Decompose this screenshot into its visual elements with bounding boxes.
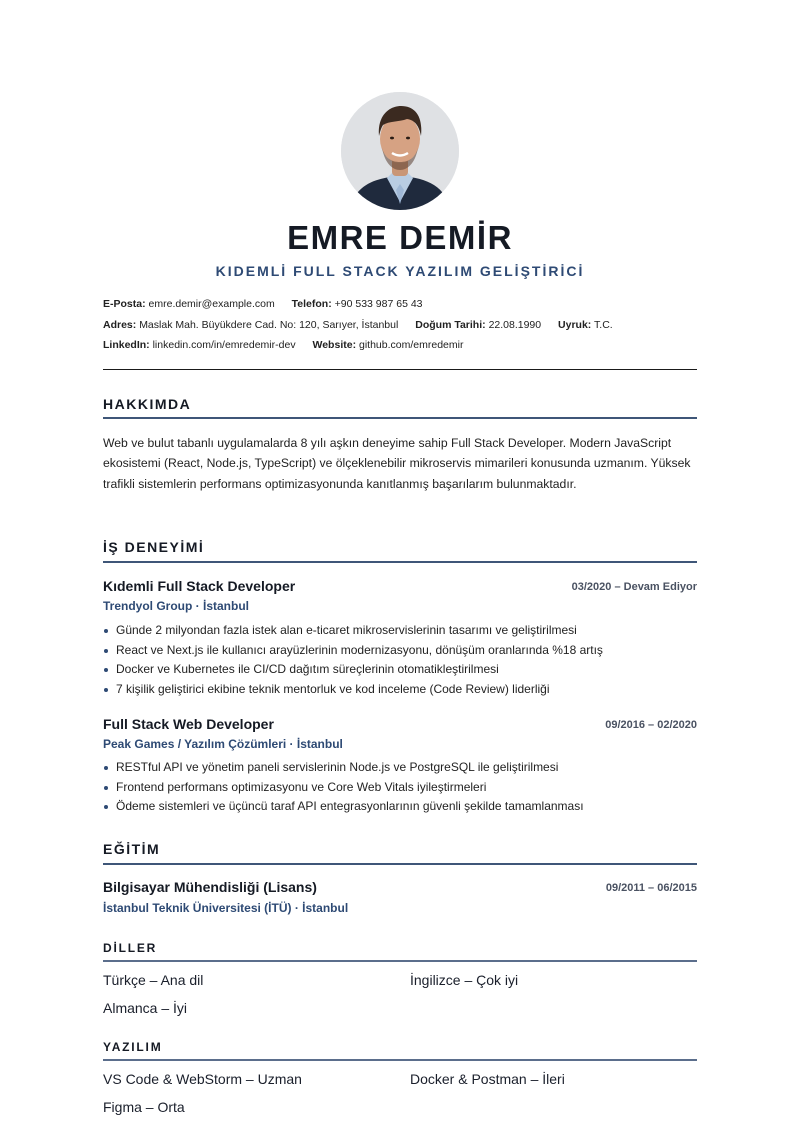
address-label: Adres: bbox=[103, 319, 137, 331]
email-label: E-Posta: bbox=[103, 298, 146, 310]
education-degree: Bilgisayar Mühendisliği (Lisans) bbox=[103, 879, 317, 895]
job-role-title: KIDEMLİ FULL STACK YAZILIM GELİŞTİRİCİ bbox=[215, 263, 585, 279]
contact-row-1 bbox=[103, 298, 437, 310]
profile-photo bbox=[341, 92, 459, 210]
education-section-title: EĞİTİM bbox=[103, 841, 161, 857]
email-value[interactable]: emre.demir@example.com bbox=[148, 298, 275, 310]
address-value: Maslak Mah. Büyükdere Cad. No: 120, Sarıyer, İstanbul bbox=[139, 319, 399, 331]
software-section-title: YAZILIM bbox=[103, 1040, 163, 1054]
nationality-value: T.C. bbox=[594, 319, 613, 331]
job-1-bullets bbox=[103, 621, 703, 699]
birth-item bbox=[415, 319, 541, 331]
phone-item bbox=[292, 298, 423, 310]
experience-section-title: İŞ DENEYİMİ bbox=[103, 539, 205, 555]
website-label: Website: bbox=[312, 339, 357, 351]
nationality-item bbox=[558, 319, 613, 331]
about-text: Web ve bulut tabanlı uygulamalarda 8 yılı aşkın deneyime sahip Full Stack Developer. Modern JavaScript ekosistemi (React, Node.js, TypeScript) ve ölçeklenebilir mikroservis mimarileri konusunda uzmanım. Yüksek trafikli sistemlerin performans optimizasyonunda kanıtlanmış başarılarım bulunmaktadır. bbox=[103, 436, 691, 491]
languages-section-title: DİLLER bbox=[103, 941, 158, 955]
contact-row-2 bbox=[103, 319, 627, 331]
job-1-company: Trendyol Group · İstanbul bbox=[103, 599, 250, 613]
language-item: Türkçe – Ana dil bbox=[103, 972, 204, 988]
linkedin-label: LinkedIn: bbox=[103, 339, 150, 351]
language-item: İngilizce – Çok iyi bbox=[410, 972, 519, 988]
linkedin-value[interactable]: linkedin.com/in/emredemir-dev bbox=[152, 339, 296, 351]
birth-label: Doğum Tarihi: bbox=[415, 319, 486, 331]
phone-value: +90 533 987 65 43 bbox=[334, 298, 423, 310]
software-section-rule bbox=[103, 1059, 697, 1061]
list-item: Frontend performans optimizasyonu ve Core Web Vitals iyileştirmeleri bbox=[103, 778, 703, 798]
job-2-title: Full Stack Web Developer bbox=[103, 716, 274, 732]
birth-value: 22.08.1990 bbox=[488, 319, 542, 331]
address-item bbox=[103, 319, 398, 331]
software-item: VS Code & WebStorm – Uzman bbox=[103, 1071, 302, 1087]
nationality-label: Uyruk: bbox=[558, 319, 592, 331]
education-section-rule bbox=[103, 863, 697, 865]
education-school: İstanbul Teknik Üniversitesi (İTÜ) · İstanbul bbox=[103, 901, 349, 915]
email-item bbox=[103, 298, 275, 310]
list-item: RESTful API ve yönetim paneli servislerinin Node.js ve PostgreSQL ile geliştirilmesi bbox=[103, 758, 703, 778]
job-2-bullets bbox=[103, 758, 703, 817]
list-item: React ve Next.js ile kullanıcı arayüzlerinin modernizasyonu, dönüşüm oranlarında %18 artış bbox=[103, 641, 703, 661]
linkedin-item bbox=[103, 339, 296, 351]
software-item: Figma – Orta bbox=[103, 1099, 185, 1115]
website-value[interactable]: github.com/emredemir bbox=[359, 339, 464, 351]
job-1-title: Kıdemli Full Stack Developer bbox=[103, 578, 296, 594]
contact-row-3 bbox=[103, 339, 477, 351]
about-section-rule bbox=[103, 417, 697, 419]
about-section-title: HAKKIMDA bbox=[103, 396, 192, 412]
software-item: Docker & Postman – İleri bbox=[410, 1071, 565, 1087]
education-date: 09/2011 – 06/2015 bbox=[605, 882, 697, 894]
list-item: 7 kişilik geliştirici ekibine teknik mentorluk ve kod inceleme (Code Review) liderliği bbox=[103, 680, 703, 700]
languages-section-rule bbox=[103, 960, 697, 962]
phone-label: Telefon: bbox=[291, 298, 332, 310]
job-2-company: Peak Games / Yazılım Çözümleri · İstanbul bbox=[103, 737, 343, 751]
list-item: Ödeme sistemleri ve üçüncü taraf API entegrasyonlarının güvenli şekilde tamamlanması bbox=[103, 797, 703, 817]
experience-section-rule bbox=[103, 561, 697, 563]
header-divider bbox=[103, 369, 697, 370]
job-2-date: 09/2016 – 02/2020 bbox=[605, 719, 697, 731]
website-item bbox=[313, 339, 464, 351]
person-name: EMRE DEMİR bbox=[287, 219, 513, 256]
list-item: Günde 2 milyondan fazla istek alan e-ticaret mikroservislerinin tasarımı ve geliştirilmesi bbox=[103, 621, 703, 641]
list-item: Docker ve Kubernetes ile CI/CD dağıtım süreçlerinin otomatikleştirilmesi bbox=[103, 660, 703, 680]
job-1-date: 03/2020 – Devam Ediyor bbox=[571, 581, 697, 593]
language-item: Almanca – İyi bbox=[103, 1000, 188, 1016]
